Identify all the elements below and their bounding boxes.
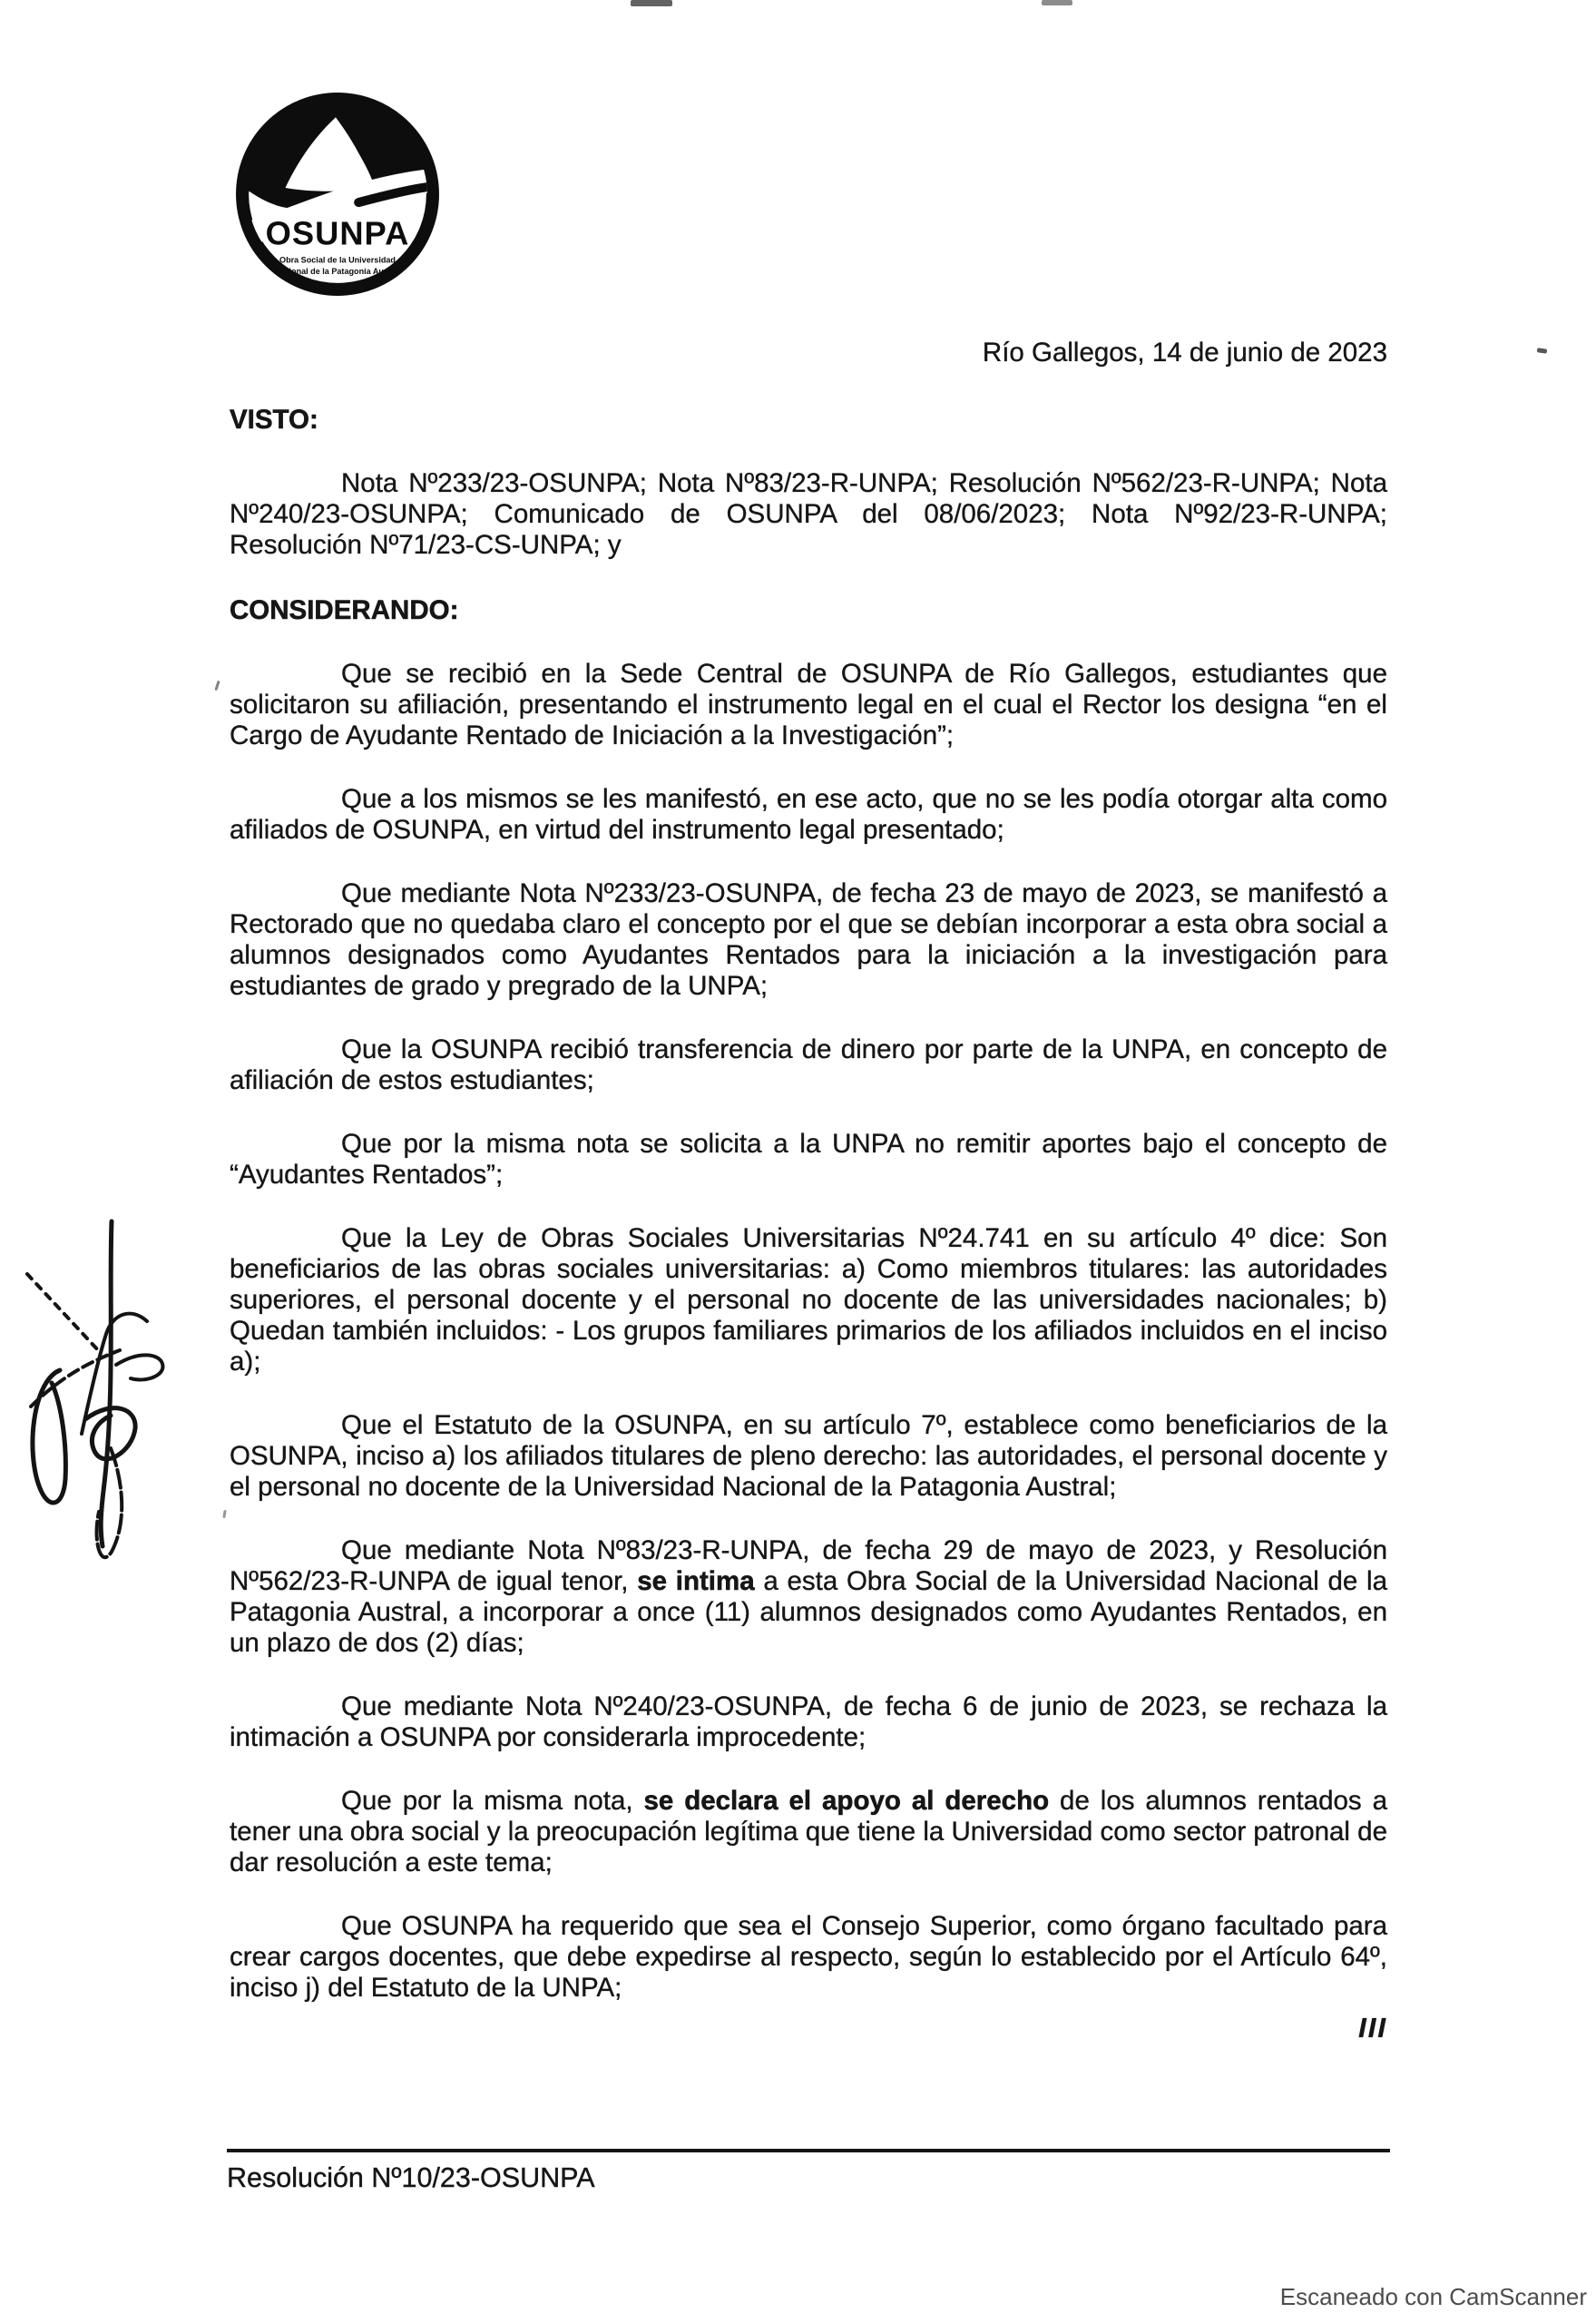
considerando-paragraph (230, 1034, 1387, 1096)
osunpa-logo-icon (232, 89, 443, 299)
considerando-heading: CONSIDERANDO: (230, 595, 459, 625)
paragraph-text: Que a los mismos se les manifestó, en ese acto, que no se les podía otorgar alta como afiliados de OSUNPA, en virtud del instrumento legal presentado; (230, 784, 1387, 845)
paragraph-bold-text: se declara el apoyo al derecho (643, 1786, 1050, 1816)
visto-heading: VISTO: (230, 405, 318, 435)
paragraph-text: Nota Nº233/23-OSUNPA; Nota Nº83/23-R-UNPA; Resolución Nº562/23-R-UNPA; Nota Nº240/23-OSUNPA; Comunicado de OSUNPA del 08/06/2023; Nota Nº92/23-R-UNPA; Resolución Nº71/23-CS-UNPA; y (230, 468, 1387, 560)
considerando-paragraph (230, 659, 1387, 751)
scanner-credit: Escaneado con CamScanner (1279, 2283, 1587, 2310)
paragraph-bold-text: se intima (637, 1566, 755, 1596)
resolution-number: Resolución Nº10/23-OSUNPA (227, 2162, 595, 2193)
paragraph-text: Que la OSUNPA recibió transferencia de dinero por parte de la UNPA, en concepto de afiliación de estos estudiantes; (230, 1034, 1387, 1095)
paragraph-text: de los alumnos rentados a tener una obra social y la preocupación legítima que tiene la Universidad como sector patronal de dar resolución a este tema; (230, 1786, 1387, 1877)
logo-wordmark: OSUNPA (265, 214, 410, 252)
osunpa-logo (232, 89, 443, 299)
paragraph-text: Que por la misma nota, (341, 1786, 644, 1816)
document-body (0, 338, 1596, 2044)
paragraph-text: Que la Ley de Obras Sociales Universitarias Nº24.741 en su artículo 4º dice: Son beneficiarios de las obras sociales universitarias: a) Como miembros titulares: las autoridades superiores, el personal docente y el personal no docente de las universidades nacionales; b) Quedan también incluidos: - Los grupos familiares primarios de los afiliados incluidos en el inciso a); (230, 1223, 1387, 1377)
considerando-paragraph (230, 784, 1387, 846)
paragraph-text: Que por la misma nota se solicita a la UNPA no remitir aportes bajo el concepto de “Ayudantes Rentados”; (230, 1129, 1387, 1190)
paragraph-text: Que mediante Nota Nº83/23-R-UNPA, de fecha 29 de mayo de 2023, y Resolución Nº562/23-R-UNPA de igual tenor, (230, 1535, 1387, 1596)
considerando-paragraph (230, 1129, 1387, 1191)
considerando-paragraph (230, 1911, 1387, 2004)
considerando-paragraph (230, 1223, 1387, 1377)
signature-scribble (9, 1214, 181, 1568)
logo-subtitle-line2: Nacional de la Patagonia Austral (273, 266, 402, 276)
page-continuation-marker: III (1358, 2012, 1387, 2044)
paragraph-text: Que OSUNPA ha requerido que sea el Consejo Superior, como órgano facultado para crear cargos docentes, que debe expedirse al respecto, según lo establecido por el Artículo 64º, inciso j) del Estatuto de la UNPA; (230, 1911, 1387, 2003)
visto-paragraph (230, 468, 1387, 561)
footer (227, 2149, 1390, 2194)
paragraph-text: Que el Estatuto de la OSUNPA, en su artículo 7º, establece como beneficiarios de la OSUNPA, inciso a) los afiliados titulares de pleno derecho: las autoridades, el personal docente y el personal no docente de la Universidad Nacional de la Patagonia Austral; (230, 1410, 1387, 1502)
logo-subtitle-line1: Obra Social de la Universidad (279, 255, 396, 265)
considerando-paragraph (230, 1691, 1387, 1753)
paragraph-text: Que se recibió en la Sede Central de OSUNPA de Río Gallegos, estudiantes que solicitaron su afiliación, presentando el instrumento legal en el cual el Rector los designa “en el Cargo de Ayudante Rentado de Iniciación a la Investigación”; (230, 659, 1387, 750)
considerando-paragraph (230, 1410, 1387, 1503)
scan-artifact-dash (631, 0, 672, 6)
considerando-paragraph (230, 1786, 1387, 1878)
scan-artifact-dash (1042, 0, 1072, 5)
paragraph-text: a esta Obra Social de la Universidad Nacional de la Patagonia Austral, a incorporar a once (11) alumnos designados como Ayudantes Rentados, en un plazo de dos (2) días; (230, 1566, 1387, 1658)
paragraph-text: Que mediante Nota Nº240/23-OSUNPA, de fecha 6 de junio de 2023, se rechaza la intimación a OSUNPA por considerarla improcedente; (230, 1691, 1387, 1752)
considerando-paragraph (230, 878, 1387, 1002)
considerando-paragraph (230, 1535, 1387, 1659)
paragraph-text: Que mediante Nota Nº233/23-OSUNPA, de fecha 23 de mayo de 2023, se manifestó a Rectorado que no quedaba claro el concepto por el que se debían incorporar a esta obra social a alumnos designados como Ayudantes Rentados para la iniciación a la investigación para estudiantes de grado y pregrado de la UNPA; (230, 878, 1387, 1001)
dateline: Río Gallegos, 14 de junio de 2023 (982, 338, 1387, 368)
